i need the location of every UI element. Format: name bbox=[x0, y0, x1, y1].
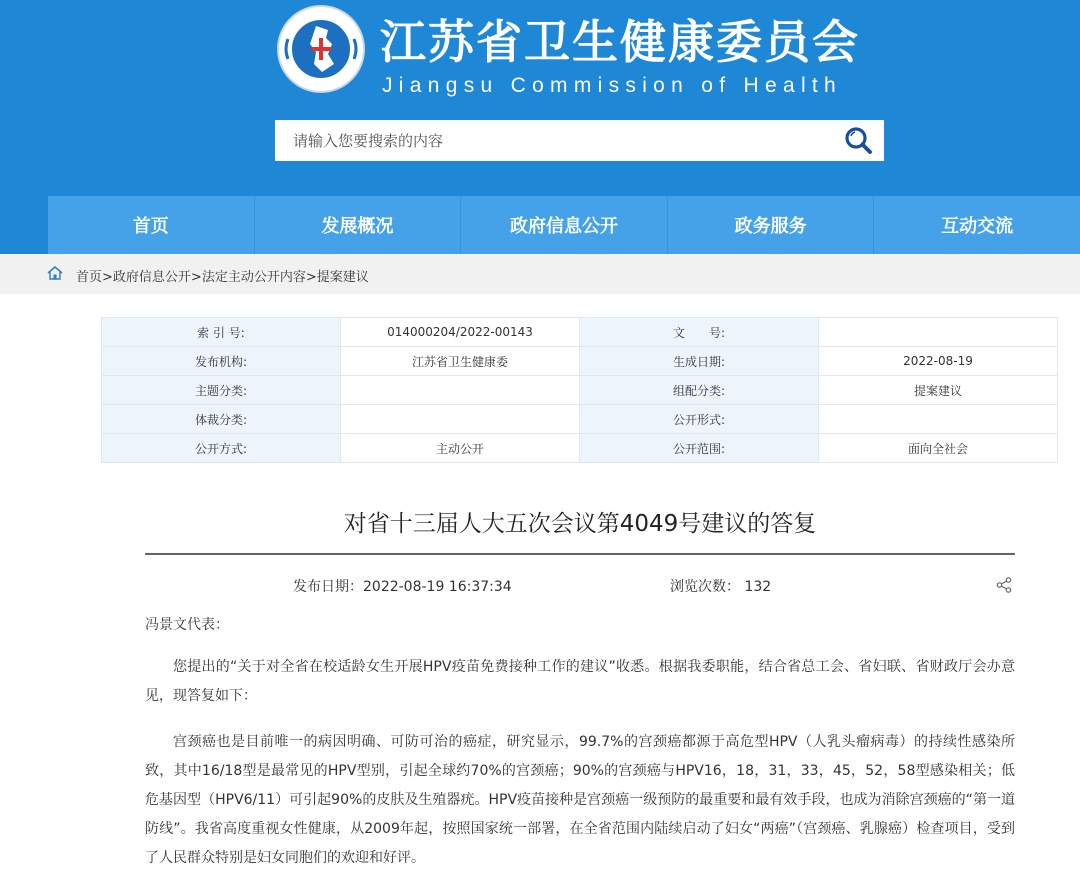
main-nav bbox=[48, 196, 1080, 254]
breadcrumb-gov-info[interactable]: 政府信息公开> bbox=[112, 270, 202, 285]
meta-value: 面向全社会 bbox=[819, 434, 1058, 463]
breadcrumb-statutory[interactable]: 法定主动公开内容> bbox=[201, 270, 317, 285]
view-count: 浏览次数： 132 bbox=[670, 579, 772, 595]
site-header bbox=[0, 0, 1080, 254]
meta-label: 文 号: bbox=[580, 318, 819, 347]
meta-label: 公开范围: bbox=[580, 434, 819, 463]
meta-label: 发布机构: bbox=[102, 347, 341, 376]
meta-value: 提案建议 bbox=[819, 376, 1058, 405]
article-paragraph: 宫颈癌也是目前唯一的病因明确、可防可治的癌症，研究显示，99.7%的宫颈癌都源于高危型HPV（人乳头瘤病毒）的持续性感染所致，其中16/18型是最常见的HPV型别，引起全球约70%的宫颈癌；90%的宫颈癌与HPV16，18，31，33，45，52，58型感染相关；低危基因型（HPV6/11）可引起90%的皮肤及生殖器疣。HPV疫苗接种是宫颈癌一级预防的最重要和最有效手段，也成为消除宫颈癌的“第一道防线”。我省高度重视女性健康，从2009年起，按照国家统一部署，在全省范围内陆续启动了妇女“两癌”（宫颈癌、乳腺癌）检查项目，受到了人民群众特别是妇女同胞们的欢迎和好评。 bbox=[145, 734, 1015, 866]
nav-item-interaction[interactable]: 互动交流 bbox=[874, 196, 1080, 254]
meta-label: 生成日期: bbox=[580, 347, 819, 376]
table-row bbox=[102, 434, 1058, 463]
salutation: 冯景文代表： bbox=[145, 617, 229, 633]
home-icon bbox=[47, 266, 63, 280]
table-row bbox=[102, 405, 1058, 434]
site-title-english: Jiangsu Commission of Health bbox=[382, 74, 843, 97]
search-button[interactable] bbox=[842, 125, 874, 157]
article-title: 对省十三届人大五次会议第4049号建议的答复 bbox=[343, 511, 817, 537]
meta-value bbox=[819, 318, 1058, 347]
meta-label: 主题分类: bbox=[102, 376, 341, 405]
nav-item-services[interactable]: 政务服务 bbox=[668, 196, 874, 254]
commission-logo[interactable] bbox=[276, 4, 366, 94]
nav-item-development[interactable]: 发展概况 bbox=[255, 196, 461, 254]
search-icon bbox=[842, 125, 874, 157]
meta-value: 江苏省卫生健康委 bbox=[341, 347, 580, 376]
article-paragraph: 您提出的“关于对全省在校适龄女生开展HPV疫苗免费接种工作的建议”收悉。根据我委职能，结合省总工会、省妇联、省财政厅会办意见，现答复如下： bbox=[145, 659, 1015, 704]
search-bar bbox=[275, 120, 884, 161]
document-meta-table bbox=[101, 317, 1058, 463]
meta-label: 索 引 号: bbox=[102, 318, 341, 347]
nav-item-gov-info[interactable]: 政府信息公开 bbox=[461, 196, 667, 254]
search-input[interactable] bbox=[275, 120, 835, 161]
breadcrumb-home[interactable]: 首页> bbox=[76, 270, 113, 285]
publish-date: 发布日期：2022-08-19 16:37:34 bbox=[293, 579, 512, 595]
title-divider bbox=[145, 553, 1015, 555]
share-icon[interactable] bbox=[996, 577, 1012, 593]
meta-value bbox=[341, 376, 580, 405]
table-row bbox=[102, 347, 1058, 376]
meta-value: 2022-08-19 bbox=[819, 347, 1058, 376]
site-title: 江苏省卫生健康委员会 bbox=[380, 15, 860, 69]
nav-item-home[interactable]: 首页 bbox=[48, 196, 254, 254]
table-row bbox=[102, 376, 1058, 405]
table-row bbox=[102, 318, 1058, 347]
meta-value bbox=[341, 405, 580, 434]
meta-label: 公开形式: bbox=[580, 405, 819, 434]
meta-value: 主动公开 bbox=[341, 434, 580, 463]
meta-value: 014000204/2022-00143 bbox=[341, 318, 580, 347]
meta-label: 公开方式: bbox=[102, 434, 341, 463]
breadcrumb-proposals[interactable]: 提案建议 bbox=[316, 270, 369, 285]
meta-label: 体裁分类: bbox=[102, 405, 341, 434]
meta-label: 组配分类: bbox=[580, 376, 819, 405]
meta-value bbox=[819, 405, 1058, 434]
breadcrumb bbox=[0, 254, 1080, 294]
